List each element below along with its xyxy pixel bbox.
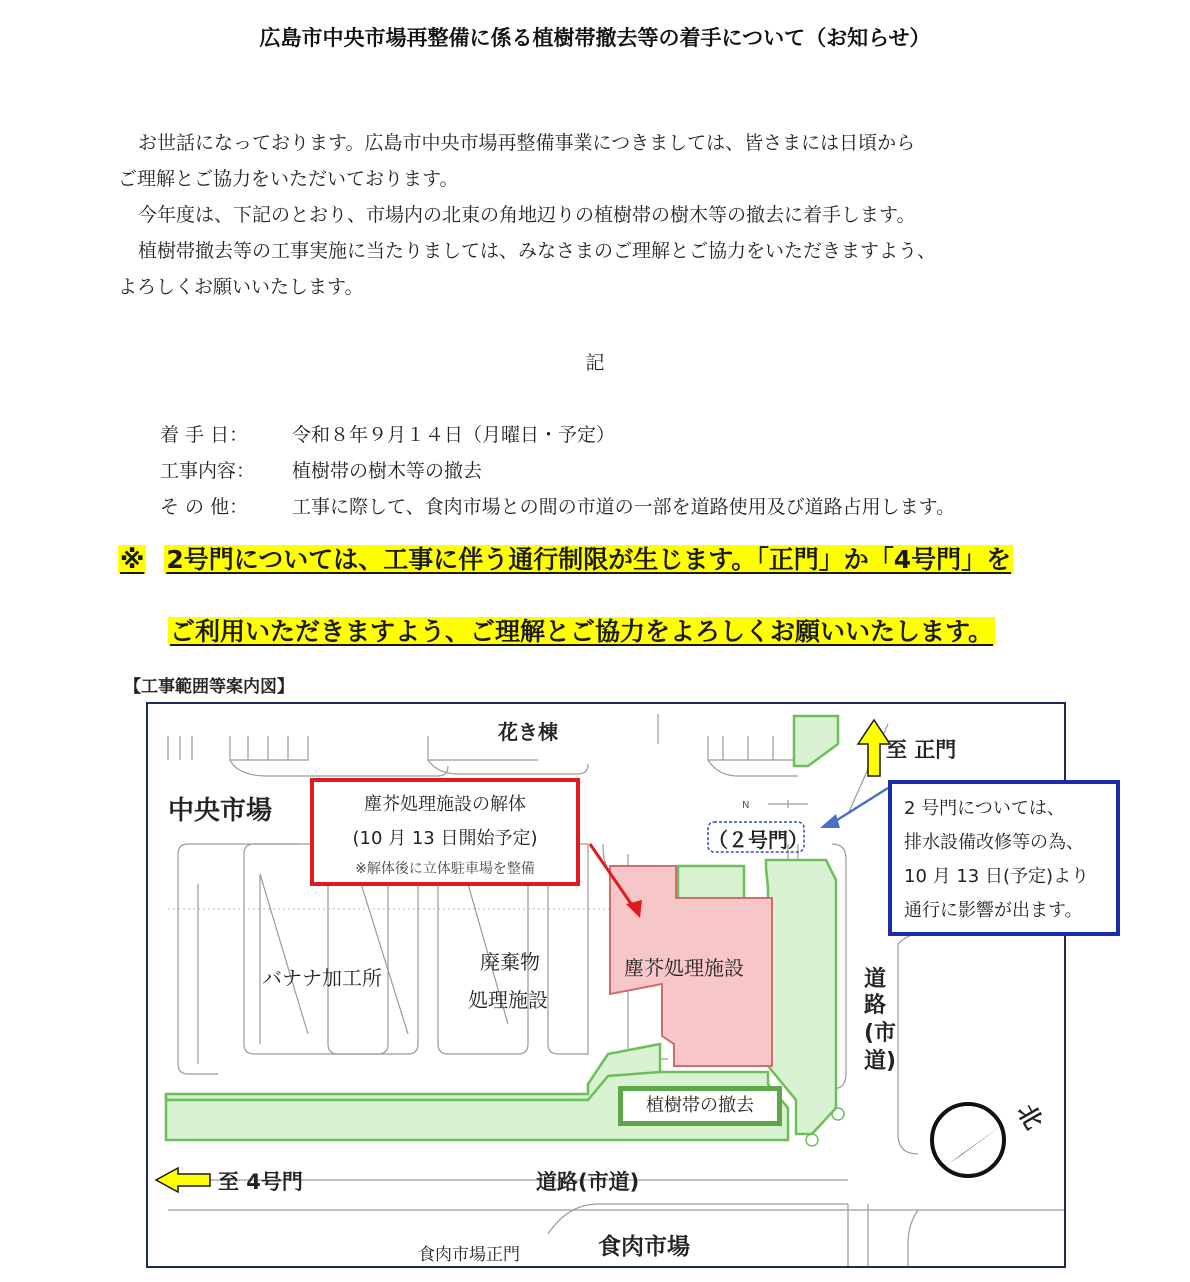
blue-callout-line-4: 通行に影響が出ます。 <box>904 900 1083 921</box>
item-value: 植樹帯の樹木等の撤去 <box>292 460 483 482</box>
blue-callout-box <box>888 780 1120 936</box>
item-label: 着 手 日： <box>160 424 249 446</box>
intro-line-1: お世話になっております。広島市中央市場再整備事業につきましては、皆さまには日頃から <box>138 132 916 154</box>
red-callout-box <box>310 778 580 886</box>
label-to-seimon: 至 正門 <box>886 738 957 762</box>
label-chuo-market: 中央市場 <box>168 796 273 826</box>
label-shokuniku-market: 食肉市場 <box>598 1234 690 1260</box>
intro-paragraph-2: 今年度は、下記のとおり、市場内の北東の角地辺りの植樹帯の樹木等の撤去に着手します。 <box>138 204 916 226</box>
label-haikibutsu-2: 処理施設 <box>468 988 548 1012</box>
label-haikibutsu-1: 廃棄物 <box>480 950 540 974</box>
label-road-v-1: 道 <box>864 967 887 992</box>
label-road-v-4: 道) <box>864 1049 897 1074</box>
ki-heading: 記 <box>585 352 605 374</box>
label-hanaki: 花き棟 <box>498 720 558 744</box>
label-banana: バナナ加工所 <box>262 966 382 990</box>
label-road-v-2: 路 <box>864 993 887 1018</box>
intro-line-2: ご理解とご協力をいただいております。 <box>118 168 459 190</box>
notice-text-1: 2号門については、工事に伴う通行制限が生じます。「正門」か「4号門」を <box>166 545 1012 574</box>
intro-line-4: よろしくお願いいたします。 <box>118 276 364 298</box>
blue-callout-line-2: 排水設備改修等の為、 <box>904 832 1084 853</box>
north-icon: 北 <box>1011 1099 1048 1135</box>
map-caption: 【工事範囲等案内図】 <box>124 677 294 697</box>
blue-callout-line-3: 10 月 13 日(予定)より <box>904 866 1090 887</box>
red-callout-line-3: ※解体後に立体駐車場を整備 <box>355 861 535 877</box>
label-shokuniku-gate: 食肉市場正門 <box>418 1245 520 1265</box>
label-road-h: 道路(市道) <box>536 1170 640 1194</box>
item-start-date <box>160 420 615 447</box>
item-label: そ の 他： <box>160 496 249 518</box>
notice-line-1 <box>118 540 1013 576</box>
intro-line-3: 植樹帯撤去等の工事実施に当たりましては、みなさまのご理解とご協力をいただきますよう、 <box>138 240 937 262</box>
notice-line-2 <box>168 612 995 648</box>
notice-mark: ※ <box>120 545 145 574</box>
page-title: 広島市中央市場再整備に係る植樹帯撤去等の着手について（お知らせ） <box>259 26 931 50</box>
label-jinkai-facility: 塵芥処理施設 <box>624 956 744 980</box>
blue-callout-line-1: 2 号門については、 <box>904 798 1065 819</box>
notice-text-2: ご利用いただきますよう、ご理解とご協力をよろしくお願いいたします。 <box>170 617 994 646</box>
label-road-v-3: (市 <box>864 1021 897 1046</box>
label-n-mark: N <box>742 800 750 811</box>
item-other <box>160 492 955 519</box>
red-callout-line-1: 塵芥処理施設の解体 <box>364 794 526 815</box>
label-gate-2: （２号門） <box>708 828 808 852</box>
item-label: 工事内容： <box>160 460 256 482</box>
red-callout-line-2: (10 月 13 日開始予定) <box>352 828 538 849</box>
item-work-content <box>160 456 482 483</box>
label-to-4gou: 至 4号門 <box>218 1170 303 1194</box>
item-value: 工事に際して、食肉市場との間の市道の一部を道路使用及び道路占用します。 <box>292 496 956 518</box>
site-map <box>146 702 1090 1268</box>
item-value: 令和８年９月１４日（月曜日・予定） <box>292 424 616 446</box>
label-planting-removal: 植樹帯の撤去 <box>618 1086 782 1126</box>
